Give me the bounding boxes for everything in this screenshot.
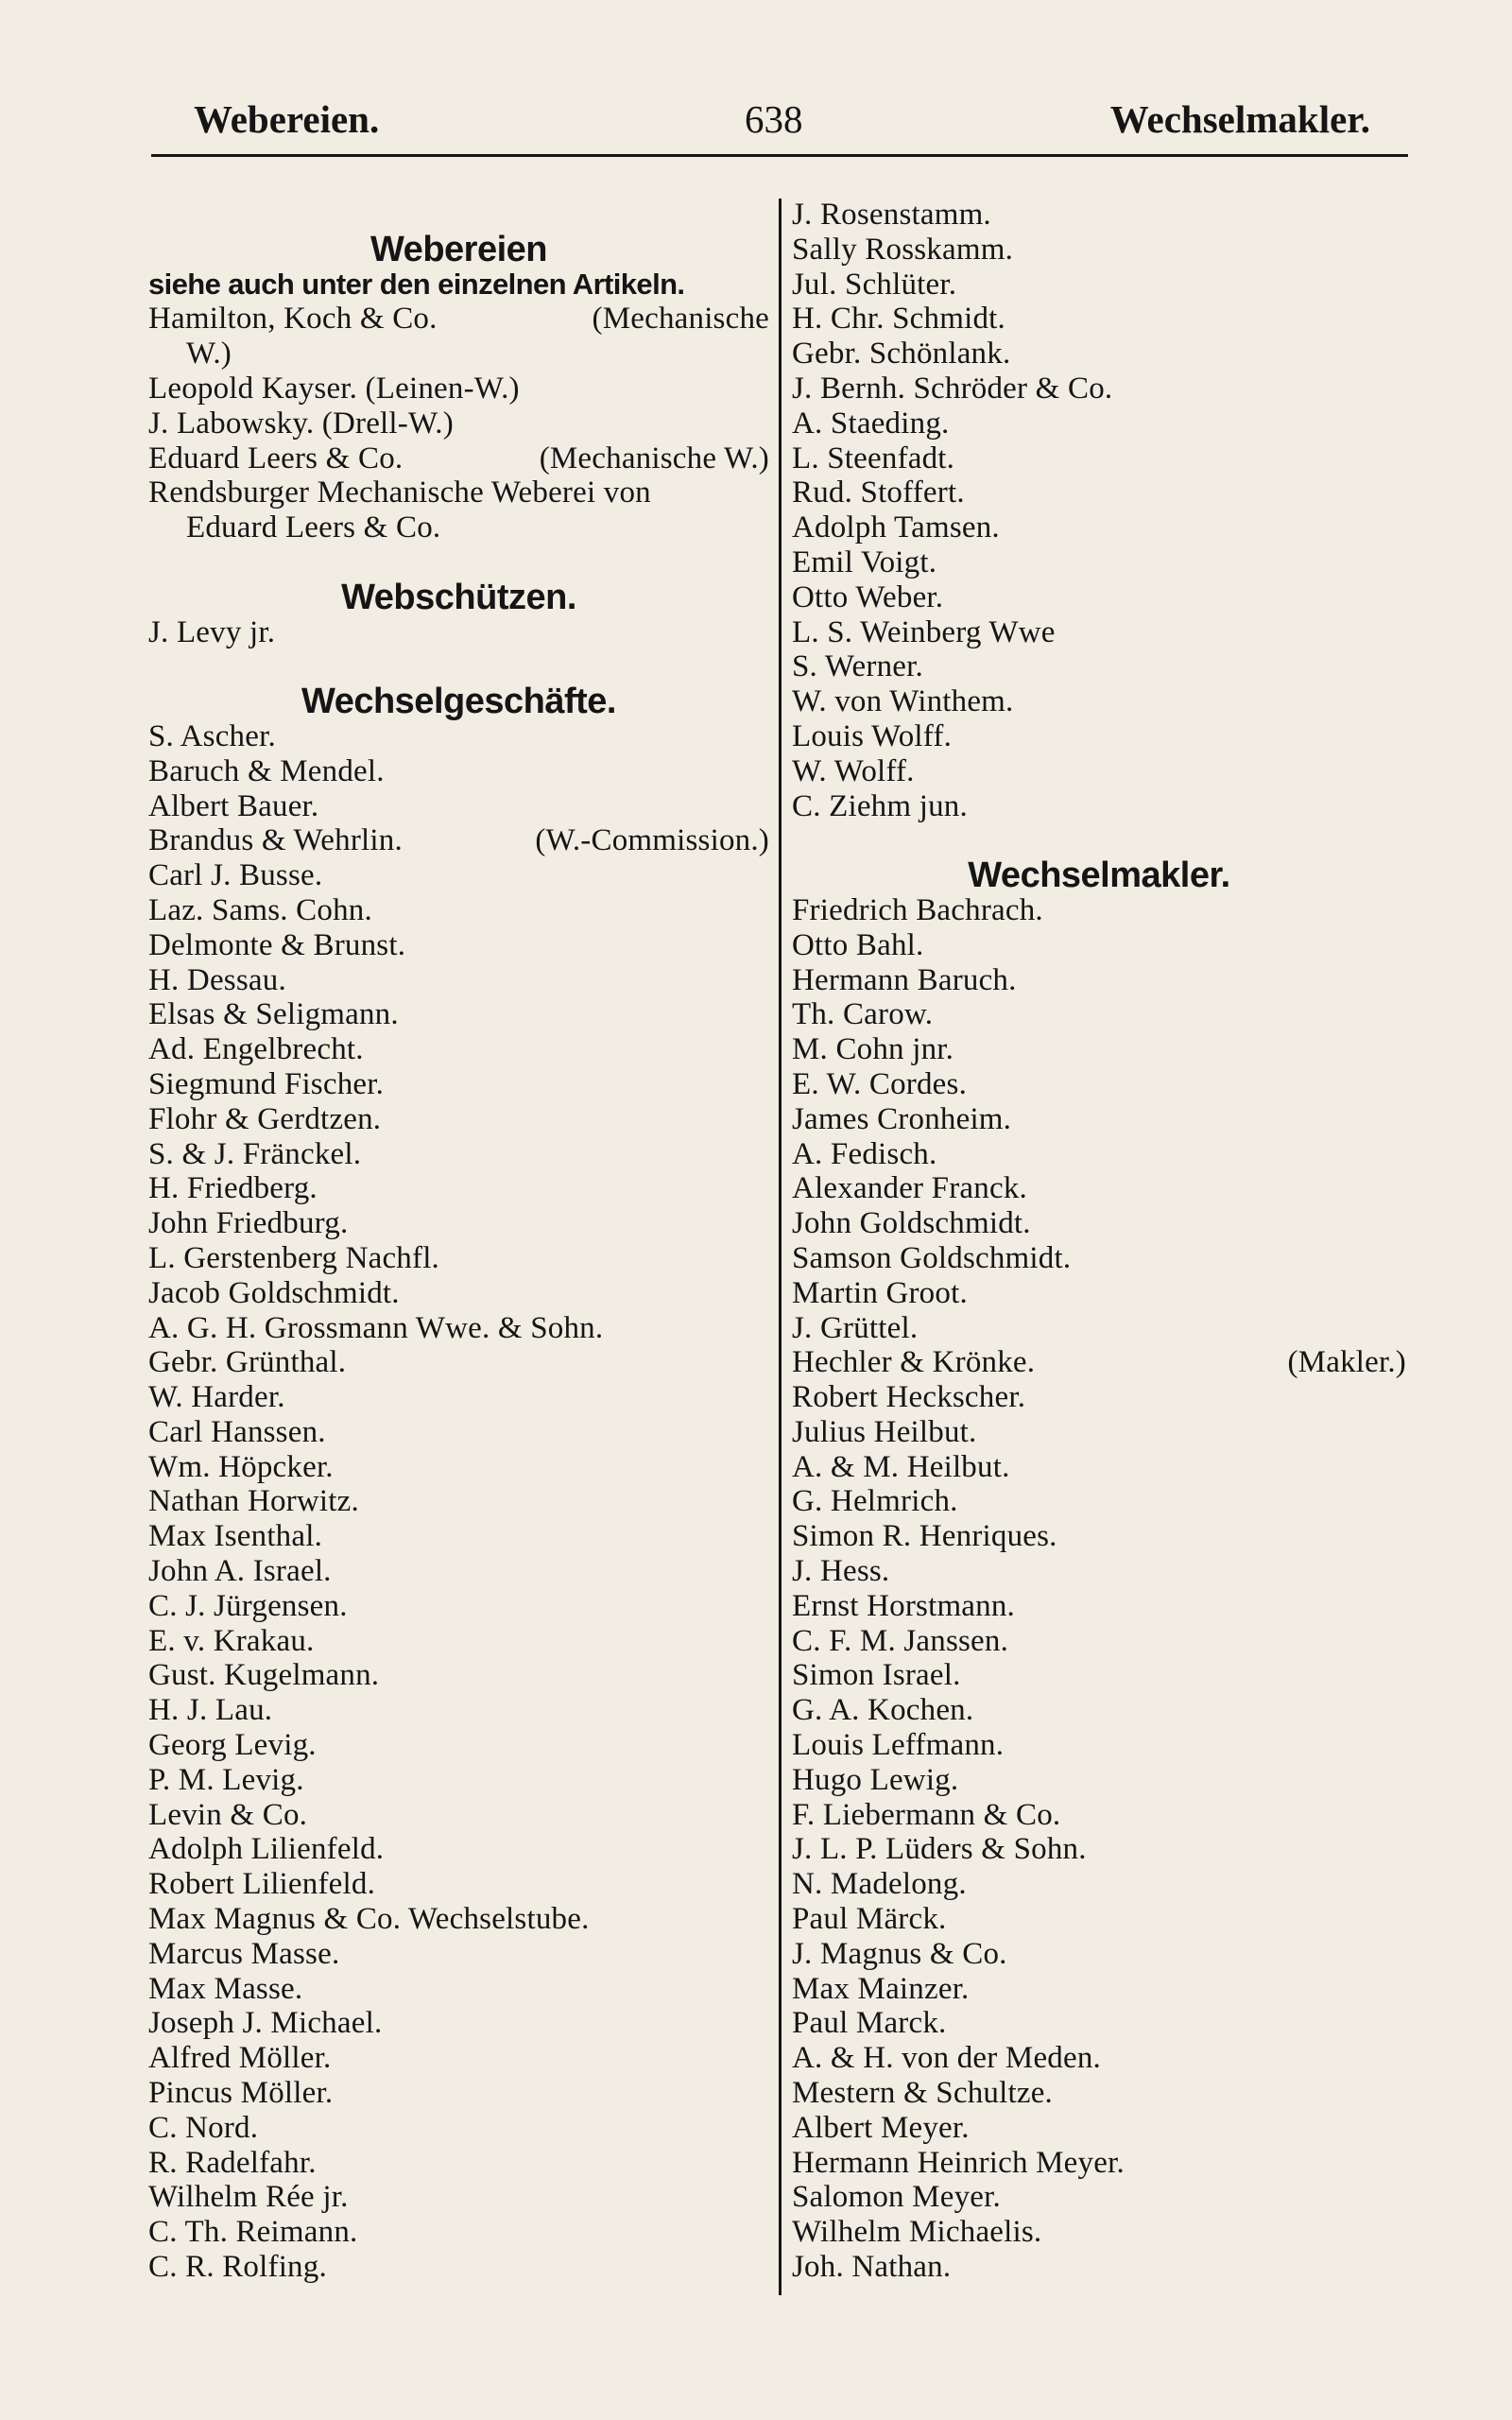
- directory-entry: Adolph Lilienfeld.: [148, 1832, 385, 1867]
- directory-entry: C. J. Jürgensen.: [148, 1588, 348, 1623]
- directory-entry: A. Fedisch.: [792, 1136, 937, 1171]
- directory-entry: G. A. Kochen.: [792, 1693, 974, 1728]
- directory-entry: W. Wolff.: [792, 753, 915, 788]
- directory-entry: Th. Carow.: [792, 997, 934, 1032]
- directory-entry: P. M. Levig.: [148, 1762, 304, 1797]
- directory-entry: Albert Meyer.: [792, 2110, 970, 2145]
- directory-entry: C. R. Rolfing.: [148, 2250, 327, 2285]
- header-left-title: Webereien.: [194, 97, 380, 141]
- directory-entry: C. Th. Reimann.: [148, 2215, 358, 2250]
- running-header: [151, 96, 1370, 153]
- directory-entry: Adolph Tamsen.: [792, 510, 1000, 545]
- directory-entry: A. & H. von der Meden.: [792, 2041, 1102, 2076]
- directory-entry: Carl Hanssen.: [148, 1414, 326, 1449]
- column-divider: [779, 199, 782, 2295]
- directory-entry: A. & M. Heilbut.: [792, 1449, 1010, 1484]
- directory-entry: Flohr & Gerdtzen.: [148, 1101, 382, 1136]
- directory-entry: F. Liebermann & Co.: [792, 1797, 1061, 1832]
- directory-entry: Friedrich Bachrach.: [792, 892, 1043, 927]
- entry-name: Eduard Leers & Co.: [148, 441, 404, 475]
- directory-entry: Samson Goldschmidt.: [792, 1240, 1072, 1275]
- directory-entry: Siegmund Fischer.: [148, 1066, 385, 1101]
- directory-entry: Max Mainzer.: [792, 1971, 970, 2006]
- directory-entry: Max Masse.: [148, 1971, 303, 2006]
- directory-entry: Nathan Horwitz.: [148, 1484, 359, 1519]
- page-number: 638: [745, 97, 803, 141]
- spacer: [148, 545, 769, 580]
- directory-entry: Ernst Horstmann.: [792, 1588, 1016, 1623]
- section-heading: Wechselmakler.: [968, 856, 1230, 896]
- directory-entry: Wilhelm Michaelis.: [792, 2215, 1042, 2250]
- directory-entry: Martin Groot.: [792, 1275, 968, 1310]
- entry-note: (W.-Commission.): [535, 823, 769, 858]
- directory-entry: Rud. Stoffert.: [792, 475, 965, 510]
- directory-entry: C. Nord.: [148, 2110, 259, 2145]
- directory-entry: Gebr. Schönlank.: [792, 337, 1011, 372]
- directory-entry: W. Harder.: [148, 1380, 285, 1415]
- section-subheading: siehe auch unter den einzelnen Artikeln.: [148, 267, 685, 301]
- directory-entry: L. Gerstenberg Nachfl.: [148, 1240, 440, 1275]
- directory-entry: E. v. Krakau.: [148, 1623, 315, 1658]
- spacer: [792, 823, 1406, 858]
- spacer: [148, 198, 769, 233]
- directory-entry: Robert Heckscher.: [792, 1380, 1026, 1415]
- directory-entry: [792, 1345, 1406, 1380]
- directory-entry: Hermann Heinrich Meyer.: [792, 2145, 1125, 2180]
- directory-entry: S. Ascher.: [148, 718, 276, 753]
- directory-entry: C. F. M. Janssen.: [792, 1623, 1009, 1658]
- directory-entry: Joseph J. Michael.: [148, 2006, 383, 2041]
- entry-continuation: Eduard Leers & Co.: [186, 510, 441, 545]
- directory-entry: Jul. Schlüter.: [792, 267, 957, 302]
- directory-entry: [148, 302, 769, 337]
- directory-entry: Ad. Engelbrecht.: [148, 1032, 364, 1067]
- directory-entry: G. Helmrich.: [792, 1484, 958, 1519]
- directory-entry: J. Levy jr.: [148, 614, 276, 649]
- directory-entry: Jacob Goldschmidt.: [148, 1275, 400, 1310]
- directory-entry: Joh. Nathan.: [792, 2250, 952, 2285]
- directory-entry: Levin & Co.: [148, 1797, 308, 1832]
- directory-entry: Max Isenthal.: [148, 1519, 323, 1554]
- entry-note: (Makler.): [1287, 1345, 1406, 1380]
- directory-entry: Gebr. Grünthal.: [148, 1345, 347, 1380]
- section-heading: Wechselgeschäfte.: [301, 682, 616, 722]
- directory-entry: Julius Heilbut.: [792, 1414, 977, 1449]
- directory-entry: A. Staeding.: [792, 406, 950, 441]
- entry-continuation: W.): [186, 337, 232, 372]
- directory-entry: Wilhelm Rée jr.: [148, 2180, 349, 2215]
- directory-entry: Otto Weber.: [792, 579, 944, 614]
- directory-entry: Louis Leffmann.: [792, 1728, 1005, 1763]
- right-column: [792, 198, 1406, 2285]
- section-heading: Webereien: [370, 229, 547, 269]
- directory-entry: John Friedburg.: [148, 1206, 349, 1241]
- directory-entry: J. Magnus & Co.: [792, 1936, 1007, 1971]
- directory-entry: Sally Rosskamm.: [792, 232, 1014, 267]
- directory-entry: H. Dessau.: [148, 962, 286, 997]
- directory-entry: Elsas & Seligmann.: [148, 997, 399, 1032]
- entry-name: Brandus & Wehrlin.: [148, 823, 403, 858]
- directory-entry: John A. Israel.: [148, 1554, 332, 1589]
- directory-entry: Leopold Kayser. (Leinen-W.): [148, 371, 520, 406]
- directory-entry: Salomon Meyer.: [792, 2180, 1001, 2215]
- directory-entry: J. Hess.: [792, 1554, 890, 1589]
- directory-entry: Georg Levig.: [148, 1728, 317, 1763]
- directory-entry: M. Cohn jnr.: [792, 1032, 954, 1067]
- directory-entry: L. S. Weinberg Wwe: [792, 614, 1056, 649]
- spacer: [148, 649, 769, 684]
- directory-entry: [148, 823, 769, 858]
- directory-entry: Robert Lilienfeld.: [148, 1867, 376, 1902]
- directory-entry: Wm. Höpcker.: [148, 1449, 334, 1484]
- directory-entry: Baruch & Mendel.: [148, 753, 385, 788]
- directory-entry: [148, 441, 769, 476]
- directory-entry: Mestern & Schultze.: [792, 2076, 1053, 2111]
- directory-entry: Carl J. Busse.: [148, 858, 323, 893]
- directory-entry: Emil Voigt.: [792, 544, 937, 579]
- directory-entry: Delmonte & Brunst.: [148, 927, 406, 962]
- directory-entry: Paul Märck.: [792, 1902, 947, 1937]
- entry-name: Hechler & Krönke.: [792, 1345, 1036, 1380]
- section-heading: Webschützen.: [341, 577, 576, 617]
- directory-entry: H. Friedberg.: [148, 1171, 318, 1206]
- directory-entry: J. Rosenstamm.: [792, 198, 991, 232]
- directory-entry: W. von Winthem.: [792, 684, 1014, 719]
- directory-entry: L. Steenfadt.: [792, 441, 955, 475]
- directory-entry: A. G. H. Grossmann Wwe. & Sohn.: [148, 1310, 604, 1345]
- header-rule: [151, 154, 1408, 157]
- directory-entry: Albert Bauer.: [148, 788, 319, 823]
- directory-entry: J. L. P. Lüders & Sohn.: [792, 1832, 1087, 1867]
- directory-entry: H. J. Lau.: [148, 1693, 273, 1728]
- directory-entry: E. W. Cordes.: [792, 1066, 968, 1101]
- directory-entry: Paul Marck.: [792, 2006, 947, 2041]
- directory-entry: Laz. Sams. Cohn.: [148, 892, 372, 927]
- directory-entry: Gust. Kugelmann.: [148, 1658, 380, 1693]
- directory-entry: Marcus Masse.: [148, 1936, 340, 1971]
- directory-entry: James Cronheim.: [792, 1101, 1012, 1136]
- directory-entry: Simon R. Henriques.: [792, 1519, 1057, 1554]
- left-column: [148, 198, 769, 2285]
- entry-name: Hamilton, Koch & Co.: [148, 302, 438, 337]
- entry-note: (Mechanische W.): [539, 441, 769, 475]
- entry-note: (Mechanische: [592, 302, 769, 337]
- directory-entry: N. Madelong.: [792, 1867, 967, 1902]
- directory-entry: Pincus Möller.: [148, 2076, 334, 2111]
- directory-entry: J. Bernh. Schröder & Co.: [792, 371, 1113, 406]
- directory-entry: H. Chr. Schmidt.: [792, 302, 1005, 337]
- directory-entry: Alfred Möller.: [148, 2041, 332, 2076]
- directory-entry: Alexander Franck.: [792, 1171, 1027, 1206]
- directory-entry: John Goldschmidt.: [792, 1206, 1031, 1241]
- directory-entry: Max Magnus & Co. Wechselstube.: [148, 1902, 590, 1937]
- directory-entry: C. Ziehm jun.: [792, 788, 968, 823]
- directory-entry: S. & J. Fränckel.: [148, 1136, 362, 1171]
- directory-entry: Otto Bahl.: [792, 927, 924, 962]
- directory-entry: Rendsburger Mechanische Weberei von: [148, 475, 651, 510]
- directory-entry: Hermann Baruch.: [792, 962, 1017, 997]
- directory-entry: Hugo Lewig.: [792, 1762, 959, 1797]
- directory-entry: Simon Israel.: [792, 1658, 961, 1693]
- directory-entry: S. Werner.: [792, 649, 923, 684]
- directory-entry: J. Labowsky. (Drell-W.): [148, 406, 454, 441]
- directory-entry: R. Radelfahr.: [148, 2145, 317, 2180]
- header-right-title: Wechselmakler.: [1109, 97, 1370, 141]
- directory-entry: J. Grüttel.: [792, 1310, 919, 1345]
- directory-entry: Louis Wolff.: [792, 718, 953, 753]
